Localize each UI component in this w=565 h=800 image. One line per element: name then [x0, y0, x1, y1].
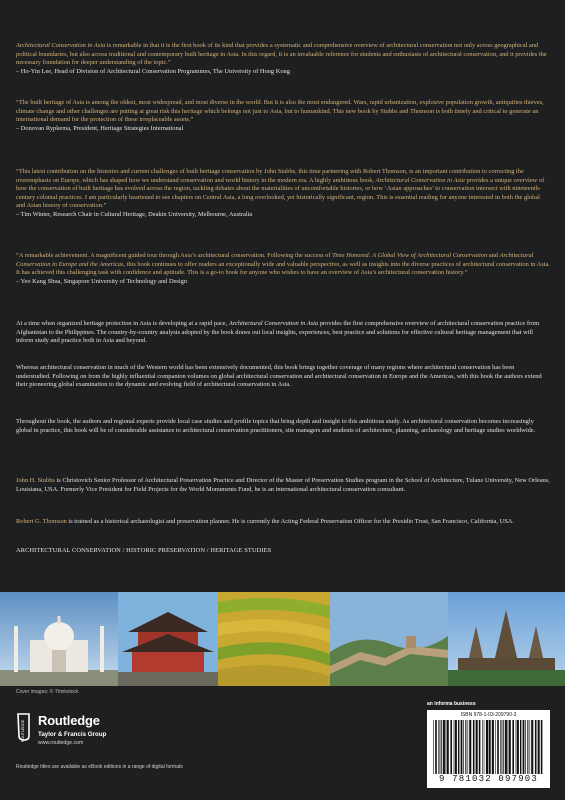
publisher-url: www.routledge.com [38, 740, 84, 746]
description-paragraph-1: At a time when organized heritage protection in Asia is developing at a rapid pace, Architectural Conservation in Asia provides the first comprehensive overview of architectural conservation practice from Afghanistan to the Philippines. The country-by-country analysis adopted by the book draws out local insights, experiences, best practice and solutions for effective cultural heritage management that will inform study and practice both in Asia and beyond. [16, 320, 540, 345]
spine-logo-text: ROUTLEDGE [21, 719, 25, 743]
endorsement-quote: “This latest contribution on the histories and current challenges of built heritage conservation by John Stubbs, this time partnering with Robert Thomson, is an important contribution to correcting the overemphasis on Europe, which has shaped how we understand conservation and world history in the modern era. A highly ambitious book, Architectural Conservation in Asia provides a unique overview of how the conservation of built heritage has evolved across the region, tackling debates about the materialities of uncomfortable histories, or how ‘Asian approaches’ to conservation intersect with nineteenth-century colonial practices. I am particularly heartened to see chapters on Central Asia, a long overlooked, yet historically significant, region. This is essential reading for anyone interested in both the global and Asian history of conservation.” [16, 168, 545, 210]
isbn-text: ISBN 978-1-03-209790-3 [460, 712, 517, 718]
isbn-barcode [427, 710, 550, 788]
subject-categories: ARCHITECTURAL CONSERVATION / HISTORIC PRESERVATION / HERITAGE STUDIES [16, 547, 272, 554]
author-bio-stubbs [16, 477, 550, 494]
author-bio: is Christovich Senior Professor of Architectural Preservation Practice and Director of the Master of Preservation Studies program in the School of Architecture, Tulane University, New Orleans, Louisiana, USA. Formerly Vice President for Field Projects for the World Monuments Fund, he is an international architectural conservation consultant. [16, 477, 550, 493]
barcode-digits: 9 781032 097903 [438, 774, 538, 784]
endorsement-4 [16, 252, 550, 286]
cover-photo-strip [0, 592, 565, 686]
great-wall-photo [330, 592, 448, 686]
ebook-note: Routledge titles are available as eBook editions in a range of digital formats [16, 764, 183, 770]
author-bio-thomson [16, 518, 550, 527]
author-bio: is trained as a historical archaeologist and preservation planner. He is currently the Acting Federal Preservation Officer for the Presidio Trust, San Francisco, California, USA. [66, 518, 514, 525]
endorsement-quote: Architectural Conservation in Asia is remarkable in that it is the first book of its kind that provides a systematic and comprehensive overview of architectural conservation not only across geographical and political boundaries, but also across traditional and contemporary built heritage in Asia. In this regard, it is an invaluable reference for students and enthusiasts of architectural conservation, and it provides the necessary foundation for deeper understanding of the topic.” [16, 42, 547, 67]
endorsement-quote: “A remarkable achievement. A magnificent guided tour through Asia’s architectural conservation. Following the success of Time Honored: A Global View of Architectural Conservation and Architectural Conservation in Europe and the Americas, this book continues to offer readers an exceptionally wide and valuable perspective, as well as insights into the diverse practices of architectural conservation in Asia. It has achieved this challenging task with confidence and aptitude. This is a go-to book for anyone who wishes to have an overview of Asia’s architectural conservation history.” [16, 252, 550, 277]
endorsement-attribution: – Donovan Rypkema, President, Heritage Strategies International [16, 124, 184, 132]
routledge-logo [16, 712, 176, 754]
informa-label: an informa business [427, 701, 476, 707]
description-paragraph-3: Throughout the book, the authors and regional experts provide local case studies and profile topics that bring depth and insight to this ambitious study. As architectural conservation becomes increasingly global in practice, this book will be of considerable assistance to architectural conservation practitioners, site managers and students of architecture, planning, archaeology and heritage studies worldwide. [16, 418, 536, 434]
angkor-wat-photo [448, 592, 565, 686]
endorsement-1 [16, 42, 550, 76]
pagoda-photo [118, 592, 218, 686]
endorsement-3 [16, 168, 550, 220]
endorsement-attribution: – Yeo Kang Shua, Singapore University of Technology and Design [16, 277, 188, 285]
publisher-group: Taylor & Francis Group [38, 731, 107, 738]
description-paragraph-2: Whereas architectural conservation in much of the Western world has been extensively documented, this book brings together coverage of many regions where architectural conservation has been understudied. Following on from the highly influential companion volumes on global architectural conservation and architectural conservation in Europe and the Americas, with this book the authors extend their pioneering global examination to the dynamic and evolving field of architectural conservation in Asia. [16, 364, 542, 389]
rice-terraces-photo [218, 592, 330, 686]
author-name: John H. Stubbs [16, 477, 55, 484]
barcode-bars [433, 720, 544, 774]
taj-mahal-photo [0, 592, 118, 686]
cover-image-credit: Cover images: © Thinkstock [16, 689, 79, 695]
author-name: Robert G. Thomson [16, 518, 67, 525]
endorsement-attribution: – Ho-Yin Lee, Head of Division of Architectural Conservation Programmes, The University of Hong Kong [16, 67, 290, 75]
endorsement-quote: “The built heritage of Asia is among the oldest, most widespread, and most diverse in the world. But it is also the most endangered. Wars, rapid urbanization, explosive population growth, antiquities thieves, climate change and other challenges are putting at great risk this heritage which belongs not just to Asia, but to humankind. This new book by Stubbs and Thomson is both timely and critical to generate an international demand for the protection of these irreplaceable assets.” [16, 99, 544, 124]
endorsement-2 [16, 99, 550, 133]
endorsement-attribution: – Tim Winter, Research Chair in Cultural Heritage, Deakin University, Melbourne, Australia [16, 210, 253, 218]
routledge-spine-icon [16, 712, 32, 746]
publisher-name: Routledge [38, 713, 100, 728]
